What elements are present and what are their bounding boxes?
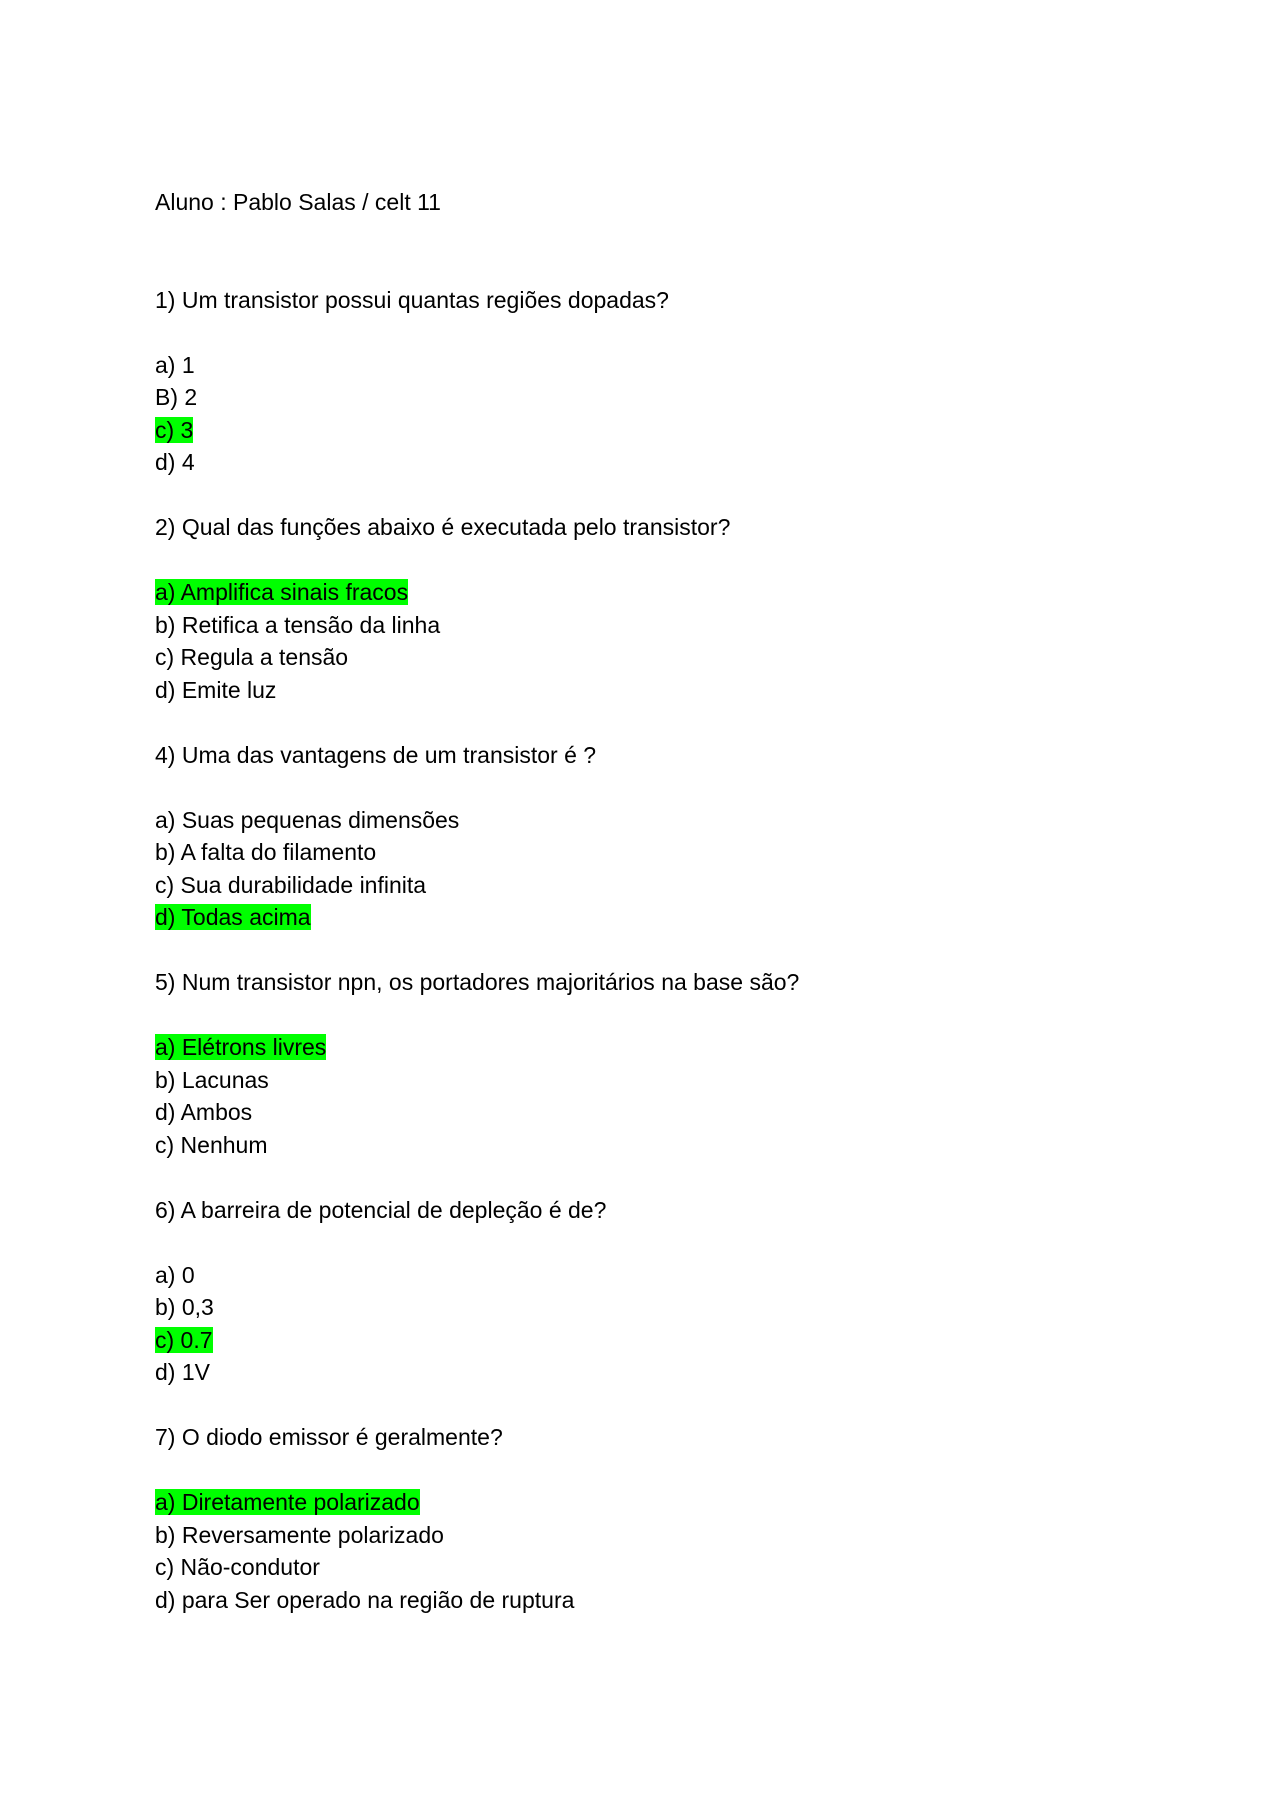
option-text: c) Nenhum [155,1131,268,1158]
option-a [155,349,1155,382]
highlighted-answer: a) Elétrons livres [155,1034,327,1060]
student-line: Aluno : Pablo Salas / celt 11 [155,189,441,215]
option-c [155,1129,1155,1162]
question-text: 6) A barreira de potencial de depleção é de? [155,1196,607,1223]
option-a [155,804,1155,837]
option-text: B) 2 [155,384,198,410]
option-text: c) Não-condutor [155,1554,320,1580]
option-c [155,641,1155,674]
option-c [155,869,1155,902]
option-b [155,381,1155,414]
document-page [155,186,1155,1649]
option-a [155,1486,1155,1519]
option-text: d) 4 [155,449,195,475]
option-b [155,1519,1155,1552]
highlighted-answer: d) Todas acima [155,904,311,930]
option-b [155,836,1155,869]
option-text: b) Lacunas [155,1066,269,1093]
option-text: d) Emite luz [155,676,277,703]
option-a [155,1259,1155,1292]
option-b [155,609,1155,642]
option-text: a) Suas pequenas dimensões [155,806,460,833]
question-text: 7) O diodo emissor é geralmente? [155,1424,503,1450]
question-text: 1) Um transistor possui quantas regiões dopadas? [155,286,669,313]
option-text: d) 1V [155,1359,210,1385]
question-block-4 [155,739,1155,934]
highlighted-answer: a) Amplifica sinais fracos [155,579,409,605]
option-b [155,1291,1155,1324]
option-text: b) 0,3 [155,1294,214,1320]
option-text: c) Sua durabilidade infinita [155,871,427,898]
question-text: 2) Qual das funções abaixo é executada pelo transistor? [155,514,731,540]
question-block-7 [155,1421,1155,1616]
option-d [155,674,1155,707]
option-d [155,1584,1155,1617]
option-d [155,1096,1155,1129]
option-text: d) para Ser operado na região de ruptura [155,1586,575,1613]
option-text: b) Retifica a tensão da linha [155,611,441,638]
option-text: d) Ambos [155,1099,253,1125]
option-text: a) 1 [155,351,195,378]
question-block-1 [155,284,1155,479]
option-c [155,1324,1155,1357]
option-text: a) 0 [155,1261,195,1288]
highlighted-answer: c) 0.7 [155,1326,213,1353]
option-text: b) Reversamente polarizado [155,1521,444,1548]
option-text: c) Regula a tensão [155,644,349,670]
question-text: 5) Num transistor npn, os portadores majoritários na base são? [155,969,800,995]
highlighted-answer: a) Diretamente polarizado [155,1489,420,1515]
question-block-5 [155,966,1155,1161]
option-b [155,1064,1155,1097]
option-c [155,414,1155,447]
option-a [155,1031,1155,1064]
option-text: b) A falta do filamento [155,839,377,865]
question-text: 4) Uma das vantagens de um transistor é ? [155,741,597,768]
option-d [155,901,1155,934]
question-block-2 [155,511,1155,706]
highlighted-answer: c) 3 [155,416,194,443]
question-block-6 [155,1194,1155,1389]
option-d [155,1356,1155,1389]
option-d [155,446,1155,479]
option-c [155,1551,1155,1584]
option-a [155,576,1155,609]
